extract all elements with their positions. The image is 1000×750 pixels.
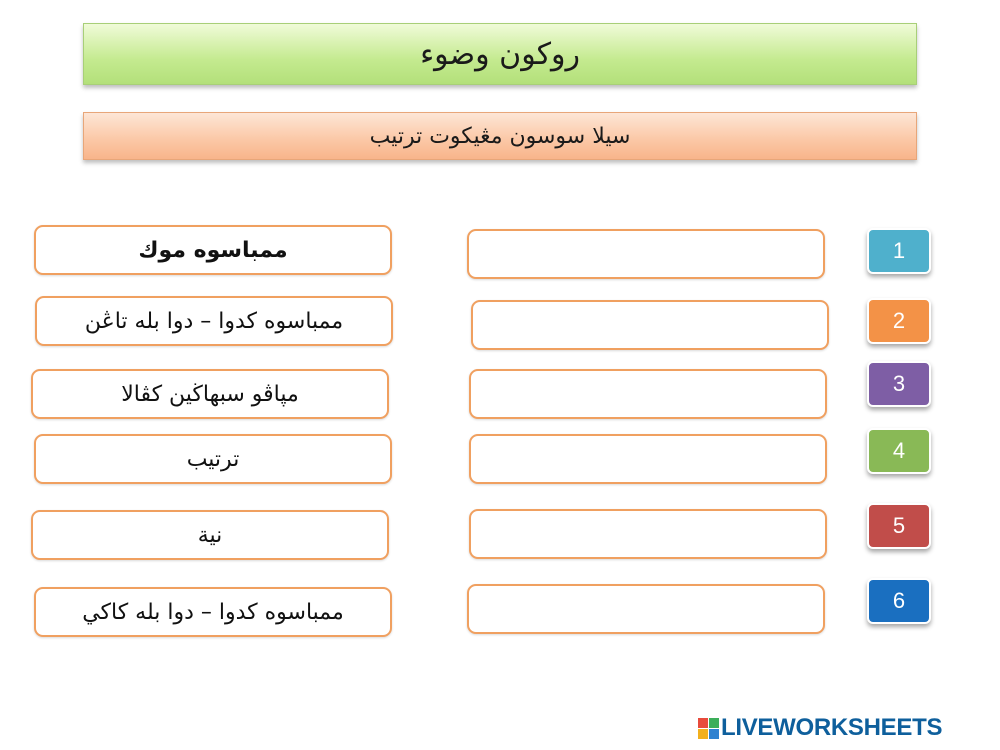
number-badge-4: 4	[867, 428, 931, 474]
logo-mark-icon	[698, 718, 719, 739]
answer-drop-zone-2[interactable]	[471, 300, 829, 350]
answer-drop-zone-5[interactable]	[469, 509, 827, 559]
option-card-3[interactable]: مپاڤو سبهاڬين كڤالا	[31, 369, 389, 419]
instruction-banner: سيلا سوسون مڠيکوت ترتيب	[83, 112, 917, 160]
answer-drop-zone-4[interactable]	[469, 434, 827, 484]
number-badge-5: 5	[867, 503, 931, 549]
number-badge-6: 6	[867, 578, 931, 624]
option-card-2[interactable]: ممباسوه كدوا – دوا بله تاڠن	[35, 296, 393, 346]
answer-drop-zone-1[interactable]	[467, 229, 825, 279]
number-badge-2: 2	[867, 298, 931, 344]
liveworksheets-logo	[698, 712, 942, 744]
logo-text: LIVEWORKSHEETS	[721, 714, 943, 741]
option-card-5[interactable]: نية	[31, 510, 389, 560]
number-badge-1: 1	[867, 228, 931, 274]
answer-drop-zone-6[interactable]	[467, 584, 825, 634]
number-badge-3: 3	[867, 361, 931, 407]
option-card-1[interactable]: ممباسوه موك	[34, 225, 392, 275]
option-card-4[interactable]: ترتيب	[34, 434, 392, 484]
page-title: روكون وضوء	[83, 23, 917, 85]
option-card-6[interactable]: ممباسوه كدوا – دوا بله كاكي	[34, 587, 392, 637]
answer-drop-zone-3[interactable]	[469, 369, 827, 419]
